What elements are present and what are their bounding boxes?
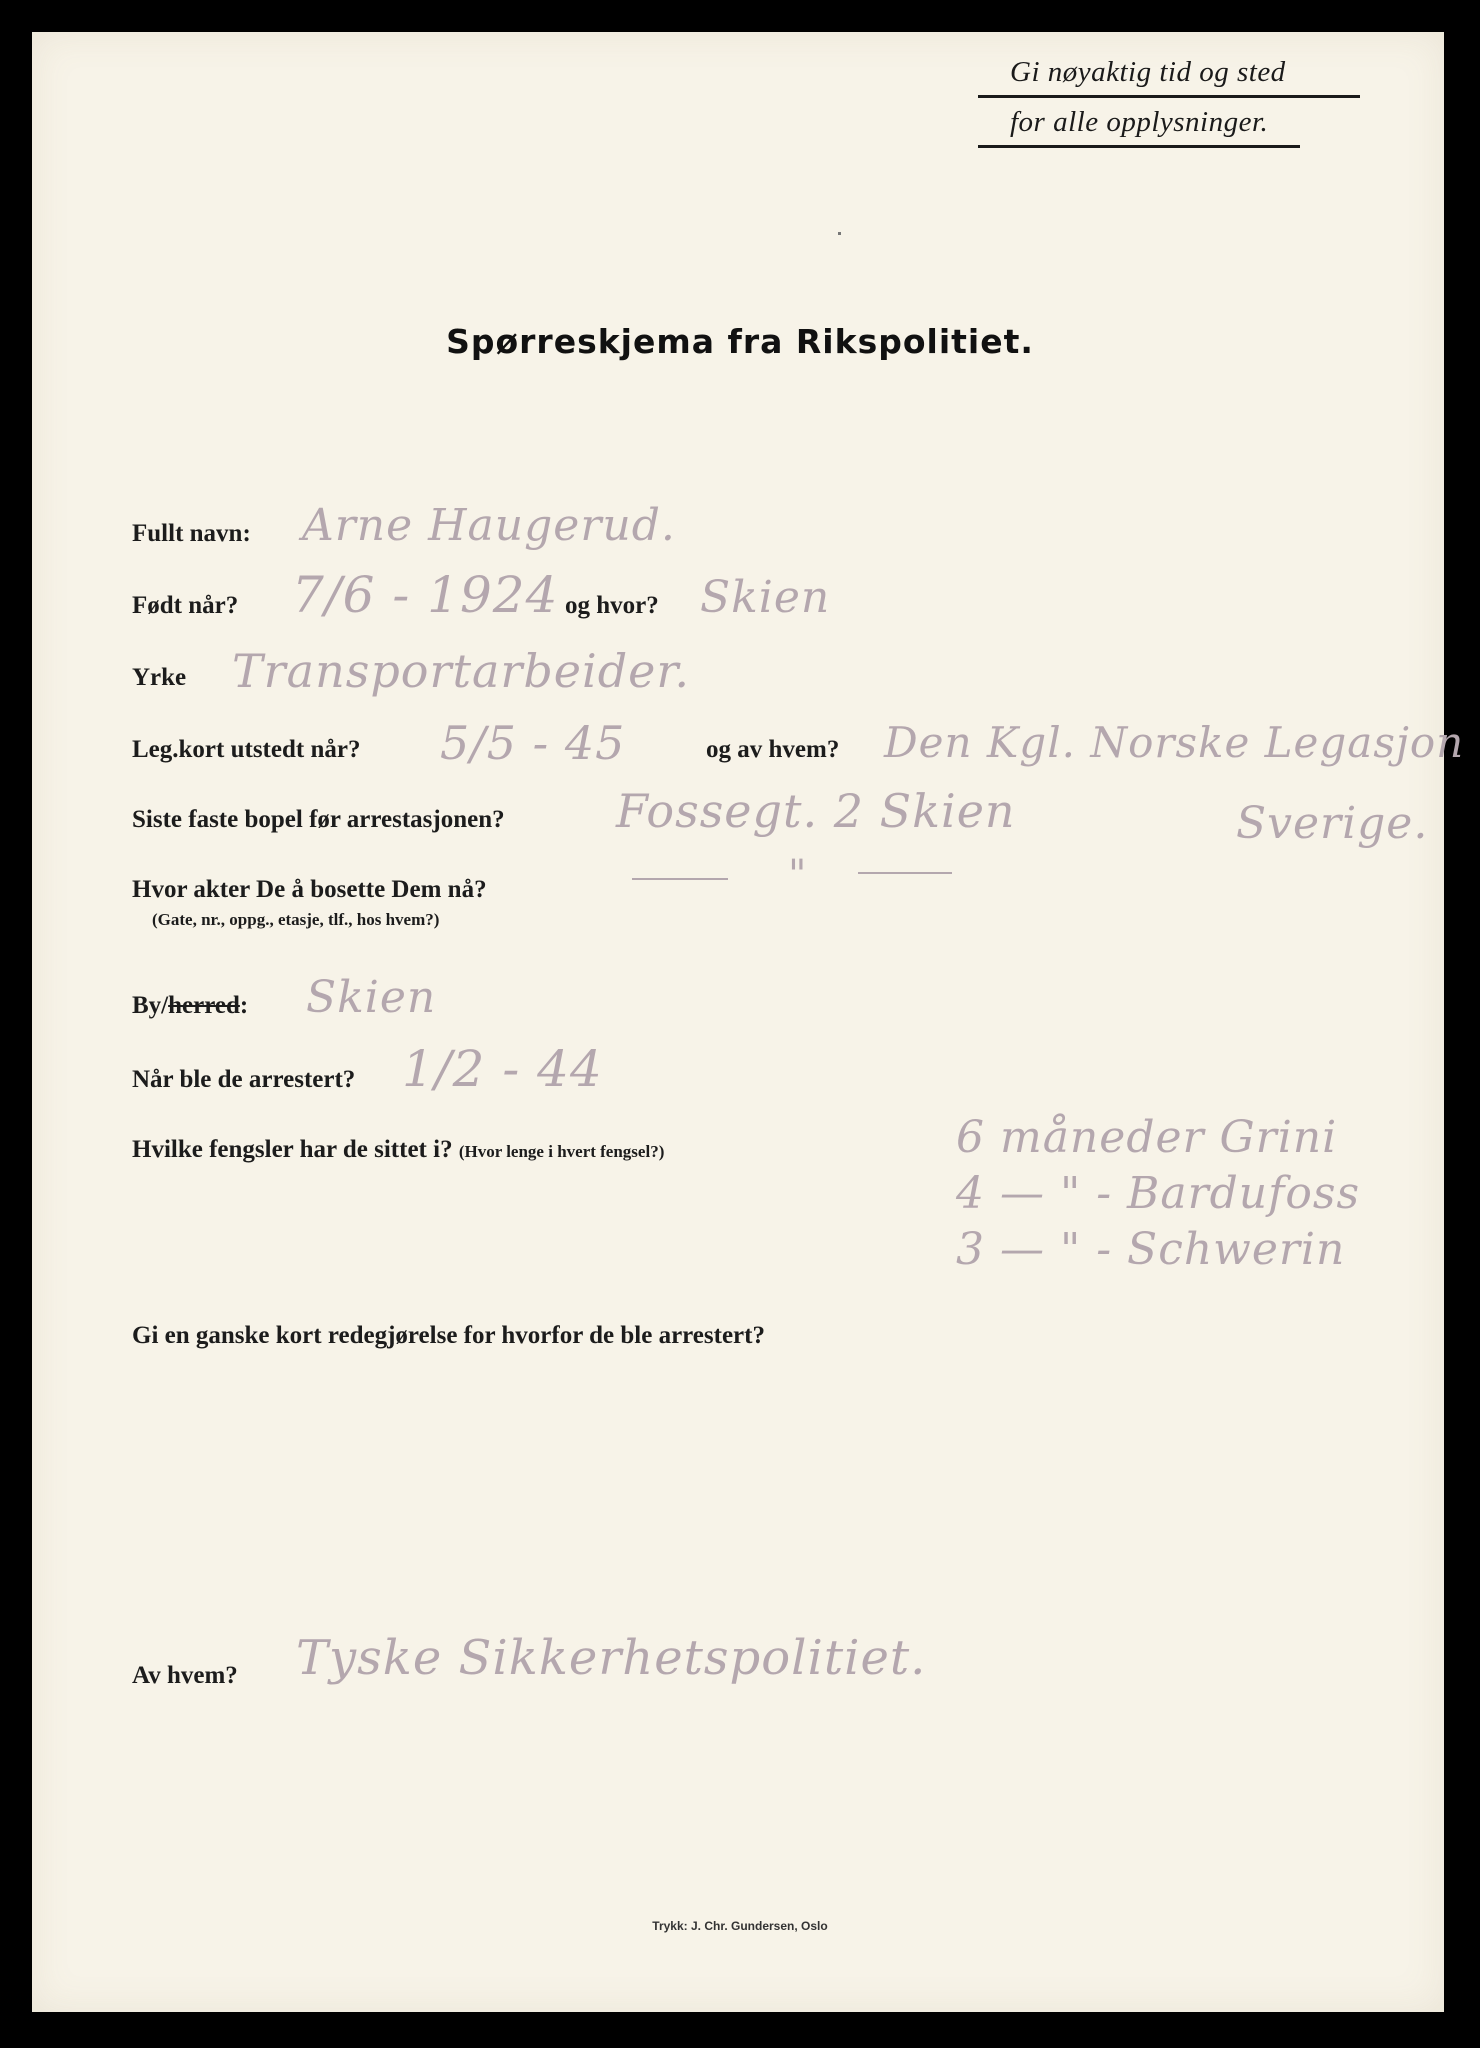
occupation-label: Yrke <box>132 664 187 691</box>
form-title: Spørreskjema fra Rikspolitiet. <box>446 322 1034 361</box>
id-issued-by-label: og av hvem? <box>706 736 840 763</box>
notice-line-1: Gi nøyaktig tid og sted <box>978 52 1360 98</box>
arrested-when-value: 1/2 - 44 <box>402 1040 603 1098</box>
full-name-value: Arne Haugerud. <box>302 500 676 551</box>
last-address-value: Fossegt. 2 Skien <box>616 784 1016 838</box>
id-issued-by-value: Den Kgl. Norske Legasjon <box>884 718 1465 767</box>
intended-address-value: " <box>788 852 808 898</box>
intended-address-label: Hvor akter De å bosette Dem nå? <box>132 876 487 903</box>
arrested-when-label: Når ble de arrestert? <box>132 1066 356 1093</box>
municipality-label-colon: : <box>239 992 249 1019</box>
arrested-by-label: Av hvem? <box>132 1662 238 1689</box>
municipality-label-herred: herred <box>168 992 240 1019</box>
occupation-value: Transportarbeider. <box>232 644 690 698</box>
id-issued-when-value: 5/5 - 45 <box>440 716 626 770</box>
ditto-dash-left <box>632 878 728 880</box>
printer-imprint: Trykk: J. Chr. Gundersen, Oslo <box>652 1919 828 1933</box>
intended-address-sublabel: (Gate, nr., oppg., etasje, tlf., hos hvem?) <box>152 910 440 929</box>
arrested-by-value: Tyske Sikkerhetspolitiet. <box>296 1630 927 1686</box>
id-issued-when-label: Leg.kort utstedt når? <box>132 736 361 763</box>
full-name-label: Fullt navn: <box>132 520 251 547</box>
prison-entry-1: 6 måneder Grini <box>956 1112 1338 1163</box>
prisons-sublabel: (Hvor lenge i hvert fengsel?) <box>458 1142 665 1161</box>
municipality-label <box>132 992 248 1020</box>
prisons-label-main: Hvilke fengsler har de sittet i? <box>132 1136 453 1163</box>
print-mark <box>838 232 841 235</box>
prison-entry-3: 3 — " - Schwerin <box>956 1224 1346 1275</box>
id-issued-by-value-line-2: Sverige. <box>1236 798 1429 849</box>
born-when-value: 7/6 - 1924 <box>292 566 559 624</box>
ditto-dash-right <box>858 872 952 874</box>
born-where-value: Skien <box>700 572 831 623</box>
municipality-label-by: By/ <box>132 992 169 1019</box>
notice-line-2: for alle opplysninger. <box>978 98 1300 148</box>
reason-label: Gi en ganske kort redegjørelse for hvorfor de ble arrestert? <box>132 1322 765 1349</box>
last-address-label: Siste faste bopel før arrestasjonen? <box>132 806 505 833</box>
born-when-label: Født når? <box>132 592 239 619</box>
municipality-value: Skien <box>306 972 437 1023</box>
prison-entry-2: 4 — " - Bardufoss <box>956 1168 1361 1219</box>
born-where-label: og hvor? <box>565 592 659 619</box>
prisons-label <box>132 1136 664 1164</box>
header-notice <box>978 52 1360 148</box>
